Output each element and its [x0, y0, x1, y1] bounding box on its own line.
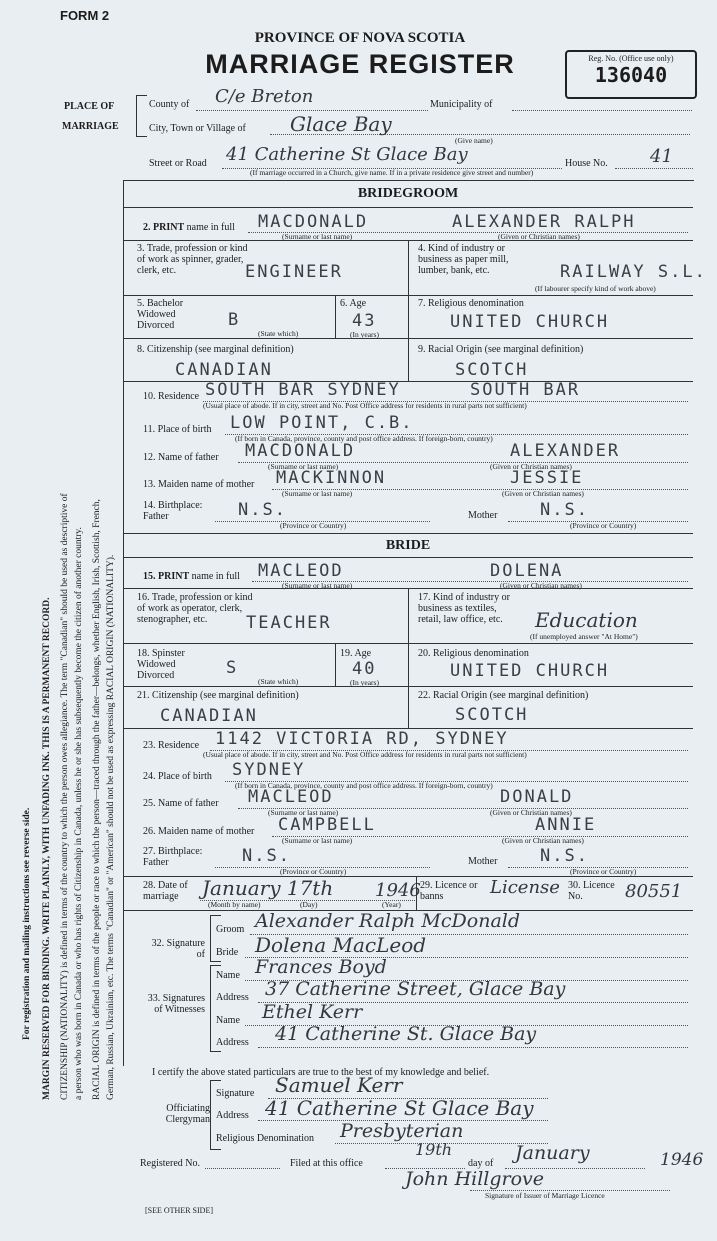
groom-signature: Alexander Ralph McDonald — [255, 910, 521, 932]
bride-father-surname: MACLEOD — [248, 787, 334, 807]
filed-month: January — [515, 1142, 590, 1164]
bride-age-note: (In years) — [350, 678, 379, 687]
licence-value: License — [490, 877, 560, 898]
bridegroom-heading: BRIDEGROOM — [357, 186, 459, 201]
groom-mother-label: 13. Maiden name of mother — [143, 479, 255, 490]
groom-status: B — [228, 310, 241, 330]
give-name-note: (Give name) — [455, 136, 493, 145]
place-note: (If marriage occurred in a Church, give name. If in a private residence give street and number) — [250, 168, 534, 177]
month-note: (Month by name) — [208, 900, 261, 909]
signature-of-label: 32. Signature of — [151, 938, 205, 960]
bride-residence-note: (Usual place of abode. If in city, street and No. Post Office address for residents in rural parts not sufficient) — [203, 750, 527, 759]
certify-text: I certify the above stated particulars are true to the best of my knowledge and belief. — [152, 1067, 490, 1078]
witness1-name: Frances Boyd — [255, 956, 387, 978]
margin-line-3: CITIZENSHIP (NATIONALITY) is defined in terms of the country to which the person owes allegiance. The term "Canadian" should be used as descriptive of — [60, 493, 70, 1100]
county-value: C/e Breton — [215, 86, 314, 107]
street-label: Street or Road — [149, 158, 207, 169]
bride-racial: SCOTCH — [455, 705, 529, 725]
issuer-signature: John Hillgrove — [405, 1168, 545, 1190]
witness-label: 33. Signatures of Witnesses — [147, 993, 205, 1015]
bride-given-note: (Given or Christian names) — [500, 581, 582, 590]
marriage-year: 1946 — [375, 880, 421, 901]
place-label-2: MARRIAGE — [62, 121, 119, 132]
groom-birth-label: 11. Place of birth — [143, 424, 212, 435]
groom-residence-label: 10. Residence — [143, 391, 200, 402]
groom-age-label: 6. Age — [340, 298, 367, 309]
bride-religion-label: 20. Religious denomination — [418, 648, 529, 659]
see-other-side: [SEE OTHER SIDE] — [145, 1206, 213, 1215]
marriage-month-day: January 17th — [202, 876, 334, 900]
bride-industry-note: (If unemployed answer "At Home") — [530, 632, 638, 641]
bride-status-label: 18. Spinster Widowed Divorced — [137, 648, 185, 681]
city-value: Glace Bay — [290, 112, 392, 136]
groom-industry-label: 4. Kind of industry or business as paper mill, lumber, bank, etc. — [418, 243, 509, 276]
reg-no-label: Reg. No. (Office use only) — [588, 54, 674, 63]
groom-residence: SOUTH BAR SYDNEY — [205, 380, 401, 400]
date-label: 28. Date of marriage — [143, 880, 188, 902]
groom-age: 43 — [352, 311, 377, 331]
bride-age-label: 19. Age — [340, 648, 372, 659]
registered-no-label: Registered No. — [140, 1158, 200, 1169]
groom-state-which: (State which) — [258, 329, 299, 338]
w2-address-label: Address — [216, 1037, 249, 1048]
year-note: (Year) — [382, 900, 401, 909]
groom-surname: MACDONALD — [258, 212, 369, 232]
bride-birthplace-label: 27. Birthplace: Father — [143, 846, 203, 868]
clergy-denomination: Presbyterian — [340, 1120, 464, 1142]
groom-racial-label: 9. Racial Origin (see marginal definition) — [418, 344, 584, 355]
page-title: MARRIAGE REGISTER — [205, 49, 515, 79]
reg-no-value: 136040 — [594, 63, 668, 87]
clergy-signature-label: Signature — [216, 1088, 255, 1099]
groom-birth-note: (If born in Canada, province, county and post office address. If foreign-born, country) — [235, 434, 493, 443]
groom-mother-surname: MACKINNON — [276, 468, 387, 488]
groom-print-label: 2. PRINT name in full — [143, 222, 235, 233]
place-bracket — [136, 95, 147, 137]
bride-father-label: 25. Name of father — [143, 798, 219, 809]
groom-birthplace-label: 14. Birthplace: Father — [143, 500, 203, 522]
groom-mother-given-note: (Given or Christian names) — [502, 489, 584, 498]
groom-surname-note: (Surname or last name) — [282, 232, 353, 241]
witness2-address: 41 Catherine St. Glace Bay — [275, 1023, 537, 1045]
bride-racial-label: 22. Racial Origin (see marginal definition) — [418, 690, 589, 701]
groom-bp-mother-label: Mother — [468, 510, 498, 521]
bride-surname-note: (Surname or last name) — [282, 581, 353, 590]
bride-surname: MACLEOD — [258, 561, 344, 581]
bride-father-given: DONALD — [500, 787, 574, 807]
bride-state-which: (State which) — [258, 677, 299, 686]
w2-name-label: Name — [216, 1015, 240, 1026]
clergy-signature: Samuel Kerr — [275, 1073, 403, 1097]
bride-age: 40 — [352, 659, 377, 679]
clergy-address-label: Address — [216, 1110, 249, 1121]
bride-mother-surname: CAMPBELL — [278, 815, 376, 835]
margin-line-1: For registration and mailing instructions see reverse side. — [22, 807, 32, 1040]
groom-father-given: ALEXANDER — [510, 441, 621, 461]
bride-bp-mother: N.S. — [540, 846, 589, 866]
issuer-note: Signature of Issuer of Marriage Licence — [485, 1191, 605, 1200]
bride-mother-given: ANNIE — [535, 815, 597, 835]
groom-birth: LOW POINT, C.B. — [230, 413, 414, 433]
bride-mother-surname-note: (Surname or last name) — [282, 836, 353, 845]
filed-label: Filed at this office — [290, 1158, 363, 1169]
groom-given-note: (Given or Christian names) — [498, 232, 580, 241]
w1-name-label: Name — [216, 970, 240, 981]
city-label: City, Town or Village of — [149, 123, 246, 134]
bride-industry: Education — [535, 608, 638, 632]
groom-status-label: 5. Bachelor Widowed Divorced — [137, 298, 184, 331]
bride-bp-father-note: (Province or Country) — [280, 867, 347, 876]
filed-year: 1946 — [660, 1150, 704, 1170]
groom-father-label: 12. Name of father — [143, 452, 219, 463]
groom-religion: UNITED CHURCH — [450, 312, 610, 332]
bride-industry-label: 17. Kind of industry or business as textiles, retail, law office, etc. — [418, 592, 510, 625]
reg-no-box — [565, 50, 697, 99]
bride-trade: TEACHER — [246, 613, 332, 633]
groom-religion-label: 7. Religious denomination — [418, 298, 524, 309]
municipality-label: Municipality of — [430, 99, 493, 110]
bride-father-surname-note: (Surname or last name) — [268, 808, 339, 817]
licence-no-label: 30. Licence No. — [568, 880, 615, 902]
margin-line-6: German, Russian, Ukrainian, etc. The terms "Canadian" or "American" should not be used as expressing RACIAL ORIGIN (NATIONALITY). — [106, 554, 116, 1100]
house-label: House No. — [565, 158, 608, 169]
groom-father-surname-note: (Surname or last name) — [268, 462, 339, 471]
place-label-1: PLACE OF — [64, 101, 115, 112]
bride-residence: 1142 VICTORIA RD, SYDNEY — [215, 729, 509, 749]
bride-print-label: 15. PRINT name in full — [143, 571, 240, 582]
margin-line-5: RACIAL ORIGIN is defined in terms of the people or race to which the person—traced through the father—belongs, whether English, Irish, Scottish, French, — [92, 499, 102, 1100]
province-heading: PROVINCE OF NOVA SCOTIA — [254, 30, 466, 46]
bride-heading: BRIDE — [385, 538, 431, 553]
licence-label: 29. Licence or banns — [420, 880, 478, 902]
religious-denomination-label: Religious Denomination — [216, 1133, 315, 1144]
groom-bp-father-note: (Province or Country) — [280, 521, 347, 530]
margin-line-4: a person who was born in Canada or who has rights of Citizenship in Canada, unless he or she has subsequently become the citizen of another country. — [74, 527, 84, 1100]
bride-birth-note: (If born in Canada, province, county and post office address. If foreign-born, country) — [235, 781, 493, 790]
groom-trade-label: 3. Trade, profession or kind of work as spinner, grader, clerk, etc. — [137, 243, 248, 276]
witness1-address: 37 Catherine Street, Glace Bay — [265, 978, 566, 1000]
house-value: 41 — [650, 146, 673, 167]
groom-citizenship: CANADIAN — [175, 360, 273, 380]
groom-sig-label: Groom — [216, 924, 245, 935]
groom-mother-surname-note: (Surname or last name) — [282, 489, 353, 498]
form-label: FORM 2 — [60, 8, 110, 23]
groom-citizenship-label: 8. Citizenship (see marginal definition) — [137, 344, 294, 355]
bride-trade-label: 16. Trade, profession or kind of work as operator, clerk, stenographer, etc. — [137, 592, 253, 625]
bride-bp-father: N.S. — [242, 846, 291, 866]
filed-day: 19th — [415, 1140, 453, 1159]
groom-given: ALEXANDER RALPH — [452, 212, 636, 232]
groom-age-note: (In years) — [350, 330, 379, 339]
groom-industry: RAILWAY S.L. — [560, 262, 707, 282]
bride-mother-label: 26. Maiden name of mother — [143, 826, 255, 837]
bride-religion: UNITED CHURCH — [450, 661, 610, 681]
witness2-name: Ethel Kerr — [262, 1001, 363, 1023]
margin-line-2: MARGIN RESERVED FOR BINDING. WRITE PLAINLY, WITH UNFADING INK. THIS IS A PERMANENT RECORD. — [42, 597, 52, 1100]
bride-birth: SYDNEY — [232, 760, 306, 780]
bride-citizenship: CANADIAN — [160, 706, 258, 726]
groom-father-surname: MACDONALD — [245, 441, 356, 461]
day-note: (Day) — [300, 900, 318, 909]
day-of-label: day of — [468, 1158, 494, 1169]
groom-father-given-note: (Given or Christian names) — [490, 462, 572, 471]
bride-status: S — [226, 658, 239, 678]
groom-industry-note: (If labourer specify kind of work above) — [535, 284, 656, 293]
groom-bp-mother: N.S. — [540, 500, 589, 520]
groom-residence-po: SOUTH BAR — [470, 380, 581, 400]
bride-sig-label: Bride — [216, 947, 239, 958]
bride-residence-label: 23. Residence — [143, 740, 200, 751]
bride-father-given-note: (Given or Christian names) — [490, 808, 572, 817]
licence-no-value: 80551 — [625, 881, 683, 902]
bride-citizenship-label: 21. Citizenship (see marginal definition) — [137, 690, 299, 701]
groom-mother-given: JESSIE — [510, 468, 584, 488]
clergy-address: 41 Catherine St Glace Bay — [265, 1096, 534, 1120]
w1-address-label: Address — [216, 992, 249, 1003]
bride-birth-label: 24. Place of birth — [143, 771, 212, 782]
groom-residence-note: (Usual place of abode. If in city, street and No. Post Office address for residents in rural parts not sufficient) — [203, 401, 527, 410]
bride-signature: Dolena MacLeod — [255, 933, 427, 957]
bride-given: DOLENA — [490, 561, 564, 581]
bride-mother-given-note: (Given or Christian names) — [502, 836, 584, 845]
county-label: County of — [149, 99, 190, 110]
officiating-label: Officiating Clergyman — [165, 1103, 210, 1125]
bride-bp-mother-label: Mother — [468, 856, 498, 867]
groom-bp-mother-note: (Province or Country) — [570, 521, 637, 530]
bride-bp-mother-note: (Province or Country) — [570, 867, 637, 876]
groom-trade: ENGINEER — [245, 262, 343, 282]
groom-racial: SCOTCH — [455, 360, 529, 380]
street-value: 41 Catherine St Glace Bay — [226, 144, 468, 165]
groom-bp-father: N.S. — [238, 500, 287, 520]
